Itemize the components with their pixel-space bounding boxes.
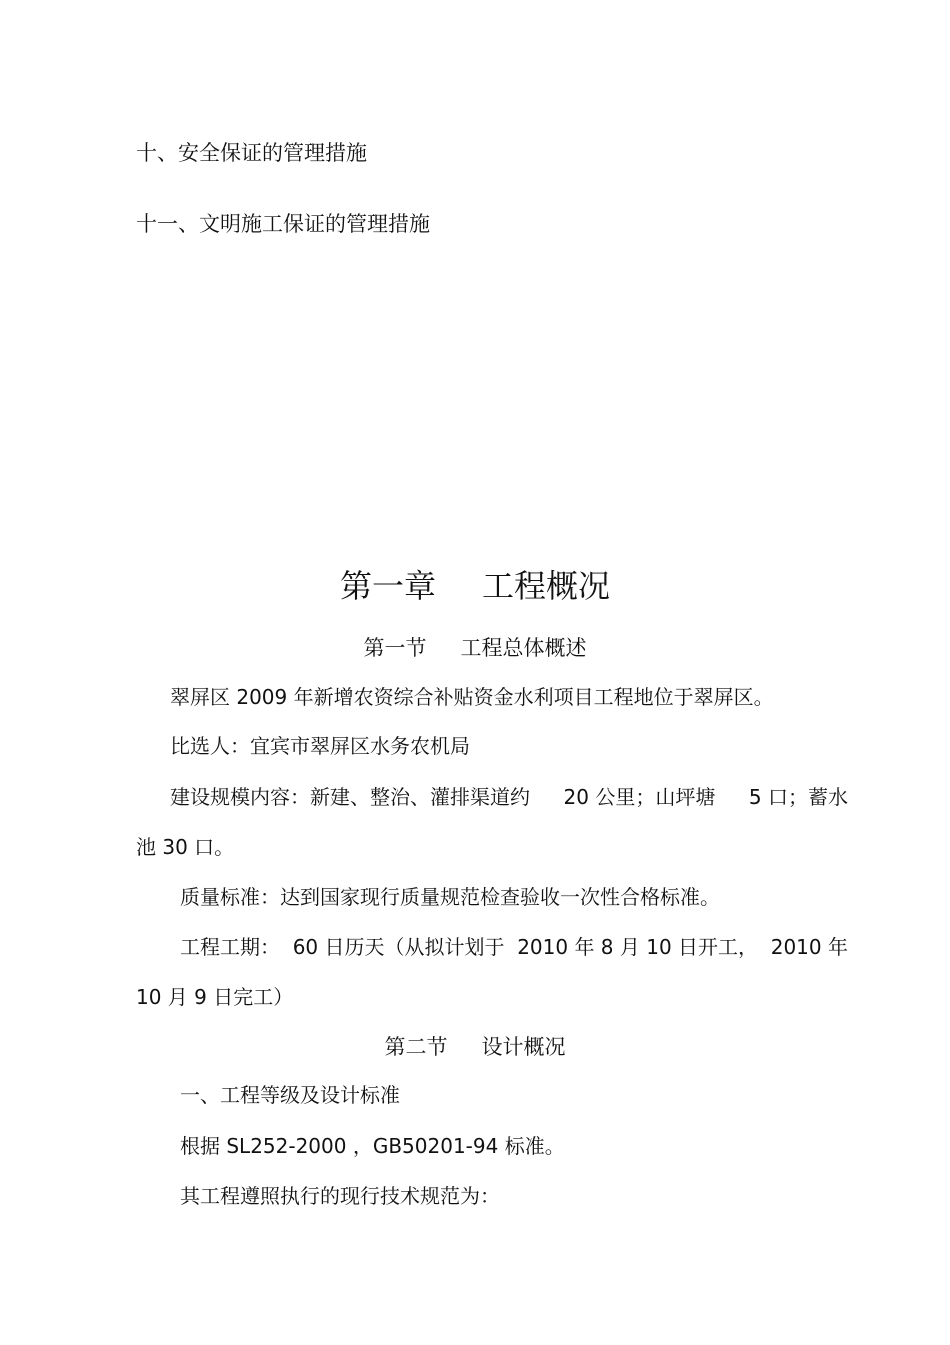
period-paragraph-line2: 10 月 9 日完工） [136,985,294,1009]
quality-standard-paragraph: 质量标准：达到国家现行质量规范检查验收一次性合格标准。 [180,885,720,909]
section-1-title: 工程总体概述 [460,636,587,660]
scale-text-a: 建设规模内容：新建、整治、灌排渠道约 [170,785,530,809]
project-location-paragraph: 翠屏区 2009 年新增农资综合补贴资金水利项目工程地位于翠屏区。 [170,685,774,709]
toc-item-11: 十一、文明施工保证的管理措施 [136,212,430,236]
basis-paragraph: 根据 SL252-2000 ，GB50201-94 标准。 [180,1134,565,1158]
section-2-heading [0,1033,950,1061]
section-2-title: 设计概况 [481,1035,566,1059]
scale-text-b: 20 公里；山坪塘 [563,785,716,809]
selector-paragraph: 比选人：宜宾市翠屏区水务农机局 [170,734,470,758]
toc-item-10: 十、安全保证的管理措施 [136,141,367,165]
period-text-d: 2010 年 [770,935,848,959]
chapter-title: 工程概况 [482,567,611,605]
grade-standard-heading: 一、工程等级及设计标准 [180,1083,400,1107]
period-paragraph-line1 [180,934,848,960]
period-text-c: 2010 年 8 月 10 日开工， [517,935,759,959]
section-1-heading [0,634,950,662]
period-text-a: 工程工期： [180,935,280,959]
norms-paragraph: 其工程遵照执行的现行技术规范为： [180,1184,500,1208]
chapter-number: 第一章 [339,567,436,605]
scale-text-c: 5 口；蓄水 [748,785,848,809]
chapter-heading [0,566,950,606]
scale-paragraph-line1 [170,784,848,810]
section-1-number: 第一节 [363,636,427,660]
section-2-number: 第二节 [384,1035,448,1059]
period-text-b: 60 日历天（从拟计划于 [292,935,505,959]
scale-paragraph-line2: 池 30 口。 [136,835,235,859]
